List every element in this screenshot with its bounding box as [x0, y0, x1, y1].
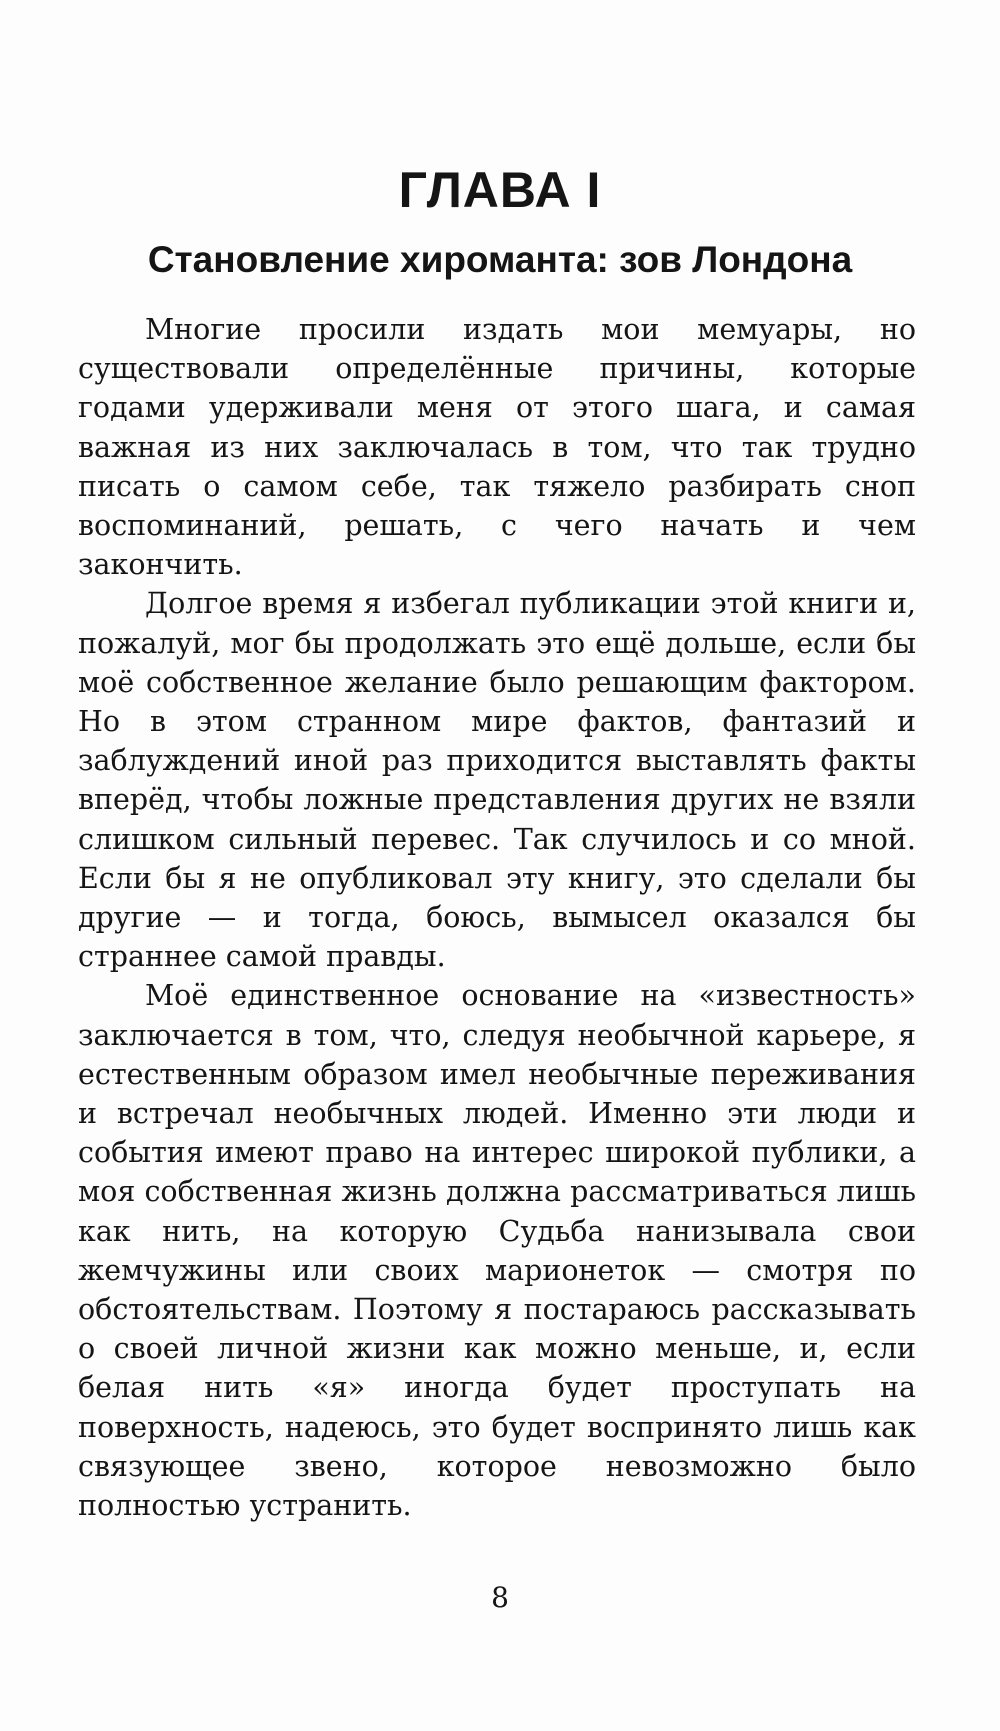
paragraph-1: Многие просили издать мои мемуары, но существовали определённые причины, которые годами удерживали меня от этого шага, и самая важная из них заключалась в том, что так трудно писать о самом себе, так тяжело разбирать сноп воспоминаний, решать, с чего начать и чем закончить.: [78, 313, 916, 582]
paragraph-3: Моё единственное основание на «известность» заключается в том, что, следуя необычной карьере, я естественным образом имел необычные переживания и встречал необычных людей. Именно эти люди и события имеют право на интерес широкой публики, а моя собственная жизнь должна рассматриваться лишь как нить, на которую Судьба нанизывала свои жемчужины или своих марионеток — смотря по обстоятельствам. Поэтому я постараюсь рассказывать о своей личной жизни как можно меньше, и, если белая нить «я» иногда будет проступать на поверхность, надеюсь, это будет воспринято лишь как связующее звено, которое невозможно было полностью устранить.: [78, 979, 916, 1523]
chapter-body: [78, 310, 916, 1525]
chapter-subtitle: Становление хироманта: зов Лондона: [147, 239, 853, 280]
paragraph-2: Долгое время я избегал публикации этой книги и, пожалуй, мог бы продолжать это ещё дольше, если бы моё собственное желание было решающим фактором. Но в этом странном мире фактов, фантазий и заблуждений иной раз приходится выставлять факты вперёд, чтобы ложные представления других не взяли слишком сильный перевес. Так случилось и со мной. Если бы я не опубликовал эту книгу, это сделали бы другие — и тогда, боюсь, вымысел оказался бы страннее самой правды.: [78, 587, 916, 974]
page-number: 8: [491, 1581, 509, 1614]
chapter-title: ГЛАВА I: [398, 162, 602, 218]
